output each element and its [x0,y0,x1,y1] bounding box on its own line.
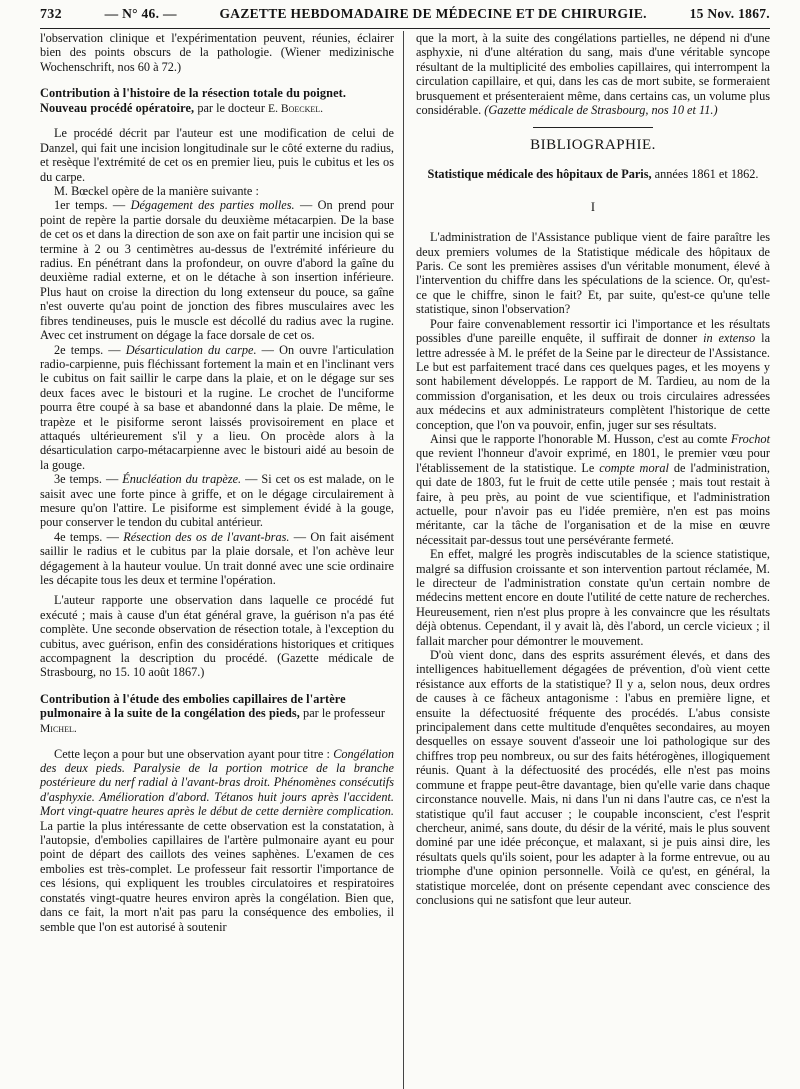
article-author: Michel. [40,722,77,736]
step-label: 3e temps. — [54,472,119,487]
section-rule [533,127,653,128]
article-heading-embolies [40,692,394,737]
page-header [40,6,770,29]
step-title: Énucléation du trapèze. [122,472,242,487]
text-span: Pour faire convenablement ressortir ici l'importance et les résultats possibles d'une pareille enquête, il suffirait de donner [416,316,770,346]
step-title: Dégagement des parties molles. [130,198,295,213]
paragraph: En effet, malgré les progrès indiscutables de la science statistique, malgré sa diffusion croissante et son intervention partout réclamée, M. le directeur de l'administration constate qu'un certain nombre de médecins mettent encore en doute l'utilité de cette nature de recherches. Heureusement, rien n'est plus propre à les convaincre que les résultats déjà obtenus. Cependant, il y avait là, dès l'abord, un cercle vicieux ; il fallait marcher pour démontrer le mouvement. [416,547,770,648]
article-byline: par le professeur [303,706,385,721]
review-years: années 1861 et 1862. [654,166,759,181]
text-span: La partie la plus intéressante de cette observation est la constatation, à l'autopsie, d'embolies capillaires de l'artère pulmonaire ayant eu pour point de départ des caillots des veines saphènes. L'examen de ces embolies est très-complet. Le professeur fait ressortir l'importance de ces lésions, qui expliquent les troubles circulatoires et respiratoires constatés vingt-quatre heures environ après la congélation. Bien que, dans ce fait, la mort n'ait pas paru la conséquence des embolies, il semble que l'on est autorisé à soutenir [40,818,394,934]
right-column [416,31,770,934]
step-text: — On ouvre l'articulation radio-carpienne, puis fléchissant fortement la main et en l'inclinant vers le cubitus on fait saillir le carpe dans la plaie, et on le dégage sur ses deux faces avec le bistouri et la rugine. Le crochet de l'unciforme pourra être coupé à sa base et abandonné dans la plaie. De même, le trapèze et le pisiforme seront laissés provisoirement en place et attaqués ultérieurement s'il y a lieu. On procède alors à la désarticulation carpo-métacarpienne avec le bistouri aidé au besoin de la gouge. [40,342,394,472]
journal-title: GAZETTE HEBDOMADAIRE DE MÉDECINE ET DE CHIRURGIE. [219,6,647,21]
paragraph: L'administration de l'Assistance publique vient de faire paraître les deux premiers volumes de la Statistique médicale des hôpitaux de Paris. Ce sont les premières assises d'un véritable monument, élevé à l'intervention du chiffre dans les spéculations de la science. Or, qu'est-ce que le chiffre, sinon le fait? Et, par suite, qu'est-ce qu'une telle statistique, sinon l'observation? [416,230,770,317]
text-span: Ainsi que le rapporte l'honorable M. Husson, c'est au comte [430,431,728,446]
paragraph [40,747,394,934]
paragraph [416,432,770,547]
section-title-bibliographie: BIBLIOGRAPHIE. [530,137,656,154]
step-3 [40,472,394,530]
italic-span: compte moral [599,460,669,475]
review-title: Statistique médicale des hôpitaux de Paris, [427,166,652,181]
step-title: Résection des os de l'avant-bras. [123,529,290,544]
step-2 [40,343,394,473]
step-text: — On prend pour point de repère la partie dorsale du deuxième métacarpien. De la base de cet os et dans la direction de son axe on fait partir une incision qui se termine à 2 ou 3 centimètres au-dessus de l'extrémité inférieure du radius. En pénétrant dans la profondeur, on ouvre d'abord la gaîne du deuxième radial externe, et on le détache à son insertion inférieure. Plus haut on croise la direction du long extenseur du pouce, sa gaîne n'est ouverte qu'au point de jonction des fibres musculaires avec les fibres tendineuses, puis le muscle est décollé du radius avec la rugine. Avec cet instrument on dégage la face dorsale de cet os. [40,198,394,343]
article-byline: par le docteur [197,100,265,115]
text-span: que revient l'honneur d'avoir exprimé, en 1801, le premier vœu pour l'établissement de la statistique. Le [416,446,770,475]
text-span: que la mort, à la suite des congélations partielles, ne dépend ni d'une asphyxie, ni d'une altération du sang, mais d'une véritable syncope résultant de la multiplicité des embolies capillaires, qui interrompent la circulation capillaire, et qui, dans les cas de mort subite, se formeraient brusquement et présenteraient même, dans certains cas, un volume plus considérable. [416,31,770,118]
step-1 [40,198,394,342]
paragraph: Le procédé décrit par l'auteur est une modification de celui de Danzel, qui fait une incision longitudinale sur le côté externe du radius, et resèque l'extrémité de cet os en premier lieu, puis le cubitus et les os du carpe. [40,126,394,184]
source-citation: (Gazette médicale de Strasbourg, nos 10 et 11.) [484,103,718,118]
paragraph: L'auteur rapporte une observation dans laquelle ce procédé fut exécuté ; mais à cause d'un état général grave, la guérison n'a pas été complète. Une seconde observation de résection totale, à l'exception du cubitus, avec guérison, enfin des considérations historiques et critiques accompagnent la description du procédé. (Gazette médicale de Strasbourg, no 15. 10 août 1867.) [40,593,394,680]
issue-date: 15 Nov. 1867. [689,6,770,21]
observation-title: Congélation des deux pieds. Paralysie de la portion motrice de la branche postérieure du nerf radial à l'avant-bras droit. Phénomènes consécutifs d'asphyxie. Amélioration d'abord. Tétanos huit jours après l'accident. Mort vingt-quatre heures après le début de cette dernière complication. [40,746,394,819]
italic-span: Frochot [730,431,770,446]
review-heading [416,167,770,182]
article-title: Contribution à l'histoire de la résection totale du poignet. Nouveau procédé opératoire, [40,86,347,115]
left-column [40,31,394,934]
continued-paragraph [416,31,770,117]
paragraph: M. Bœckel opère de la manière suivante : [54,184,259,199]
step-label: 1er temps. — [54,198,126,213]
step-label: 2e temps. — [54,342,121,357]
step-title: Désarticulation du carpe. [125,342,257,357]
intro-paragraph: l'observation clinique et l'expérimentation peuvent, réunies, éclairer bien des points obscurs de la pathologie. (Wiener medizinische Wochenschrift, nos 60 à 72.) [40,31,394,74]
italic-span: in extenso [703,331,756,346]
text-span: la lettre adressée à M. le préfet de la Seine par le directeur de l'Assistance. Le but est parfaitement tracé dans ces quelques pages, et les moyens y sont habilement développés. Le rapport de M. Tardieu, au nom de la commission d'organisation, et les deux ou trois circulaires adressées aux médecins et aux administrateurs complètent l'historique de cette conception, que l'on va pouvoir, enfin, juger sur ses résultats. [416,331,771,432]
columns [40,31,770,934]
column-divider [403,31,404,1089]
page-number: 732 [40,7,62,22]
step-4 [40,530,394,588]
step-label: 4e temps. — [54,529,119,544]
issue-number: — N° 46. — [104,6,177,21]
article-title: Contribution à l'étude des embolies capillaires de l'artère pulmonaire à la suite de la congélation des pieds, [40,691,346,721]
article-author: E. Boeckel. [268,101,324,115]
text-span: Cette leçon a pour but une observation ayant pour titre : [54,746,330,761]
section-numeral: I [590,199,596,214]
step-text: — On fait aisément saillir le radius et le cubitus par la plaie dorsale, et l'on achève leur dégagement à la hauteur voulue. Un trait donné avec une scie ordinaire les décapite tous les deux et termine l'opération. [40,529,395,587]
paragraph [416,317,770,432]
step-text: — Si cet os est malade, on le saisit avec une forte pince à griffe, et on le dégage circulairement à mesure qu'on l'attire. Le pisiforme est simplement évidé à la gouge, pour conserver le tendon du cubital antérieur. [40,472,395,530]
paragraph: D'où vient donc, dans des esprits assurément élevés, et dans des intelligences habituellement dégagées de prévention, d'où vient cette résistance aux efforts de la statistique? Il y a, selon nous, deux ordres de causes à ce fâcheux antagonisme : l'abus en première ligne, et ensuite la défectuosité fréquente des procédés. L'abus consiste principalement dans cette multitude d'enquêtes secondaires, au moyen desquelles on essaye souvent d'asseoir une loi pathologique sur des chiffres trop peu nombreux, ou sur des faits hétérogènes, illogiquement réunis. Quant à la défectuosité des procédés, elle n'est pas moins commune et frappe peut-être davantage, bien qu'elle varie dans chaque circonstance nouvelle. Mais, ni dans l'un ni dans l'autre cas, ce n'est la statistique qu'il faut accuser ; le coupable inconscient, c'est l'esprit chercheur, animé, sans doute, du désir de la vérité, mais le plus souvent dominé par une idée préconçue, et malaxant, si je puis ainsi dire, les résultats quels qu'ils soient, pour les adapter à la forme entrevue, ou au triomphe d'une opinion personnelle. Voilà ce qu'est, en général, la statistique morcelée, dont on présente cependant avec conscience des conclusions qui ne satisfont que leur auteur. [416,648,770,907]
text-span: de l'administration, qui date de 1803, fut le fruit de cette utile pensée ; mais tout restait à faire, à peu près, au point de vue scientifique, et l'administration actuelle, pour n'avoir pas eu l'idée première, n'en est pas moins méritante, car la tâche de l'organisation et de la mise en œuvre nécessitait par-dessus tout une persévérante fermeté. [416,460,771,547]
article-heading-resection [40,86,394,116]
